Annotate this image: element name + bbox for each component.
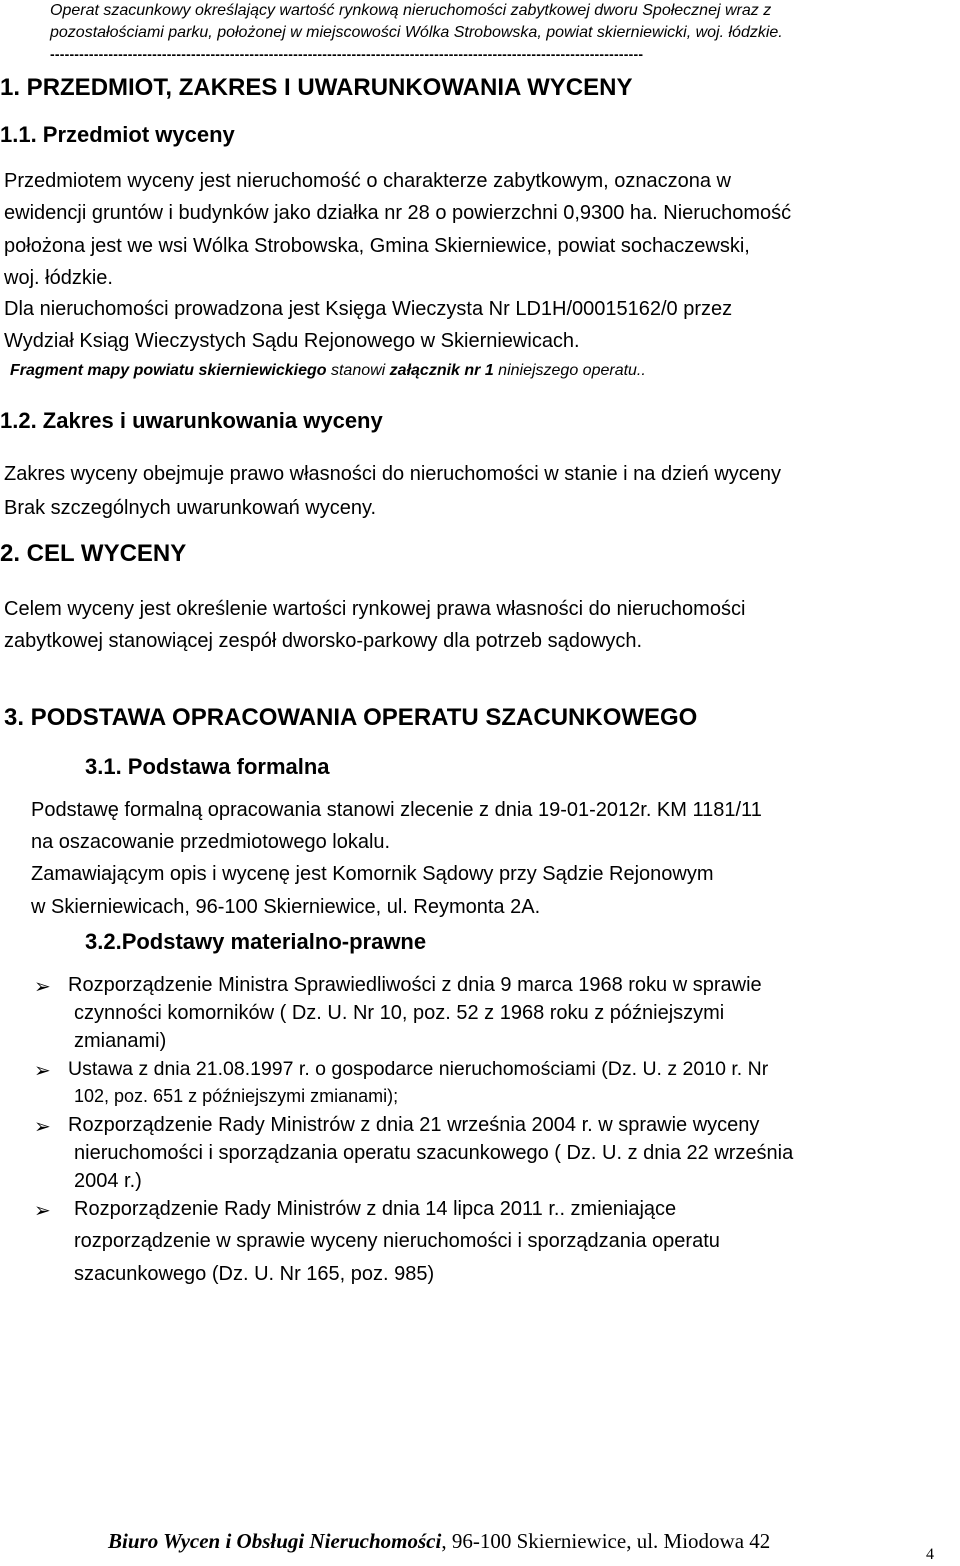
list-item-cont: 2004 r.) bbox=[74, 1170, 142, 1192]
header-rule: -------------------------------------------------------------------------------------------------------------------------- bbox=[50, 46, 644, 62]
paragraph-line: ewidencji gruntów i budynków jako działka nr 28 o powierzchni 0,9300 ha. Nieruchomość bbox=[4, 202, 792, 224]
note-map-fragment: Fragment mapy powiatu skierniewickiego bbox=[10, 362, 327, 379]
list-item-cont: zmianami) bbox=[74, 1030, 167, 1052]
list-item-cont: szacunkowego (Dz. U. Nr 165, poz. 985) bbox=[74, 1263, 435, 1285]
paragraph-line: w Skierniewicach, 96-100 Skierniewice, ul. Reymonta 2A. bbox=[31, 896, 541, 918]
note-text: stanowi bbox=[326, 362, 390, 379]
paragraph-line: Dla nieruchomości prowadzona jest Księga Wieczysta Nr LD1H/00015162/0 przez bbox=[4, 298, 733, 320]
paragraph-line: Wydział Ksiąg Wieczystych Sądu Rejonowego w Skierniewicach. bbox=[4, 330, 580, 352]
list-item: Ustawa z dnia 21.08.1997 r. o gospodarce nieruchomościami (Dz. U. z 2010 r. Nr bbox=[68, 1058, 769, 1080]
paragraph-line: Przedmiotem wyceny jest nieruchomość o charakterze zabytkowym, oznaczona w bbox=[4, 170, 731, 192]
section-1-title: 1. PRZEDMIOT, ZAKRES I UWARUNKOWANIA WYCENY bbox=[0, 74, 633, 101]
paragraph-line: woj. łódzkie. bbox=[4, 267, 113, 289]
section-1-2-title: 1.2. Zakres i uwarunkowania wyceny bbox=[0, 408, 383, 433]
list-item-cont: czynności komorników ( Dz. U. Nr 10, poz. 52 z 1968 roku z późniejszymi bbox=[74, 1002, 725, 1024]
section-2-title: 2. CEL WYCENY bbox=[0, 540, 187, 567]
footer-company: Biuro Wycen i Obsługi Nieruchomości bbox=[108, 1529, 442, 1553]
arrow-bullet-icon: ➢ bbox=[34, 976, 51, 998]
list-item-cont: nieruchomości i sporządzania operatu szacunkowego ( Dz. U. z dnia 22 września bbox=[74, 1142, 794, 1164]
paragraph-line: Celem wyceny jest określenie wartości rynkowej prawa własności do nieruchomości bbox=[4, 598, 746, 620]
arrow-bullet-icon: ➢ bbox=[34, 1200, 51, 1222]
section-1-1-title: 1.1. Przedmiot wyceny bbox=[0, 122, 235, 147]
paragraph-line: Zamawiającym opis i wycenę jest Komornik Sądowy przy Sądzie Rejonowym bbox=[31, 863, 714, 885]
list-item: Rozporządzenie Ministra Sprawiedliwości z dnia 9 marca 1968 roku w sprawie bbox=[68, 974, 762, 996]
paragraph-line: położona jest we wsi Wólka Strobowska, Gmina Skierniewice, powiat sochaczewski, bbox=[4, 235, 750, 257]
page-number: 4 bbox=[926, 1546, 934, 1563]
section-3-2-title: 3.2.Podstawy materialno-prawne bbox=[85, 929, 427, 954]
list-item-cont: rozporządzenie w sprawie wyceny nieruchomości i sporządzania operatu bbox=[74, 1230, 720, 1252]
paragraph-line: zabytkowej stanowiącej zespół dworsko-parkowy dla potrzeb sądowych. bbox=[4, 630, 643, 652]
footer-address: , 96-100 Skierniewice, ul. Miodowa 42 bbox=[441, 1529, 771, 1553]
header-line-2: pozostałościami parku, położonej w miejscowości Wólka Strobowska, powiat skierniewicki, woj. łódzkie. bbox=[50, 24, 783, 41]
arrow-bullet-icon: ➢ bbox=[34, 1116, 51, 1138]
section-3-title: 3. PODSTAWA OPRACOWANIA OPERATU SZACUNKOWEGO bbox=[4, 704, 698, 731]
paragraph-line: Zakres wyceny obejmuje prawo własności do nieruchomości w stanie i na dzień wyceny bbox=[4, 463, 782, 485]
paragraph-line: na oszacowanie przedmiotowego lokalu. bbox=[31, 831, 391, 853]
footer bbox=[108, 1529, 770, 1554]
list-item: Rozporządzenie Rady Ministrów z dnia 14 lipca 2011 r.. zmieniające bbox=[74, 1198, 677, 1220]
note-attachment: załącznik nr 1 bbox=[389, 362, 494, 379]
list-item: Rozporządzenie Rady Ministrów z dnia 21 września 2004 r. w sprawie wyceny bbox=[68, 1114, 760, 1136]
paragraph-line: Brak szczególnych uwarunkowań wyceny. bbox=[4, 497, 377, 519]
header-line-1: Operat szacunkowy określający wartość rynkową nieruchomości zabytkowej dworu Społecznej wraz z bbox=[50, 2, 772, 19]
note-text-end: niniejszego operatu.. bbox=[493, 362, 646, 379]
section-3-1-title: 3.1. Podstawa formalna bbox=[85, 754, 330, 779]
paragraph-line: Podstawę formalną opracowania stanowi zlecenie z dnia 19-01-2012r. KM 1181/11 bbox=[31, 799, 762, 821]
attachment-note bbox=[10, 362, 646, 380]
arrow-bullet-icon: ➢ bbox=[34, 1060, 51, 1082]
list-item-cont: 102, poz. 651 z późniejszymi zmianami); bbox=[74, 1086, 399, 1106]
